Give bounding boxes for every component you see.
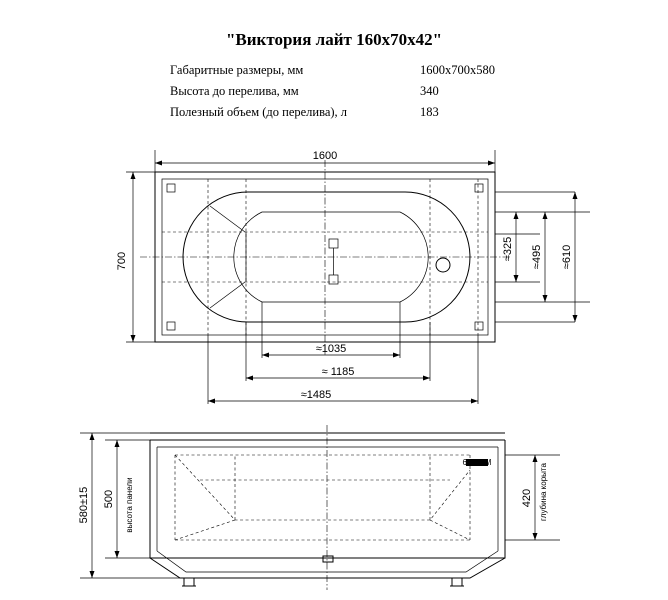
spec-label: Высота до перелива, мм xyxy=(170,84,299,98)
dimension-label-495: ≈495 xyxy=(531,244,543,270)
dimension-label-325: ≈325 xyxy=(502,236,514,262)
dimension-label-1185: ≈ 1185 xyxy=(321,366,355,378)
dimension-label-700: 700 xyxy=(116,251,128,271)
spec-value: 340 xyxy=(420,84,439,98)
dimension-label-1485: ≈1485 xyxy=(300,389,332,401)
spec-value: 183 xyxy=(420,105,439,119)
caption-bowl-depth: глубина корыта xyxy=(539,463,548,521)
dimension-label-500: 500 xyxy=(103,489,115,509)
spec-value: 1600х700х580 xyxy=(420,63,495,77)
dimension-label-610: ≈610 xyxy=(561,244,573,270)
dimension-label-1035: ≈1035 xyxy=(315,343,347,355)
caption-panel-height: высота панели xyxy=(125,477,134,533)
top-view xyxy=(116,150,590,404)
front-view xyxy=(78,425,560,590)
dimension-label-420: 420 xyxy=(521,488,533,508)
spec-label: Полезный объем (до перелива), л xyxy=(170,105,348,119)
overflow-marker: 600 MM xyxy=(462,458,492,467)
page-title: "Виктория лайт 160х70х42" xyxy=(225,30,443,49)
dimension-label-580: 580±15 xyxy=(78,486,90,524)
dimension-label-1600: 1600 xyxy=(312,150,338,162)
spec-label: Габаритные размеры, мм xyxy=(170,63,304,77)
